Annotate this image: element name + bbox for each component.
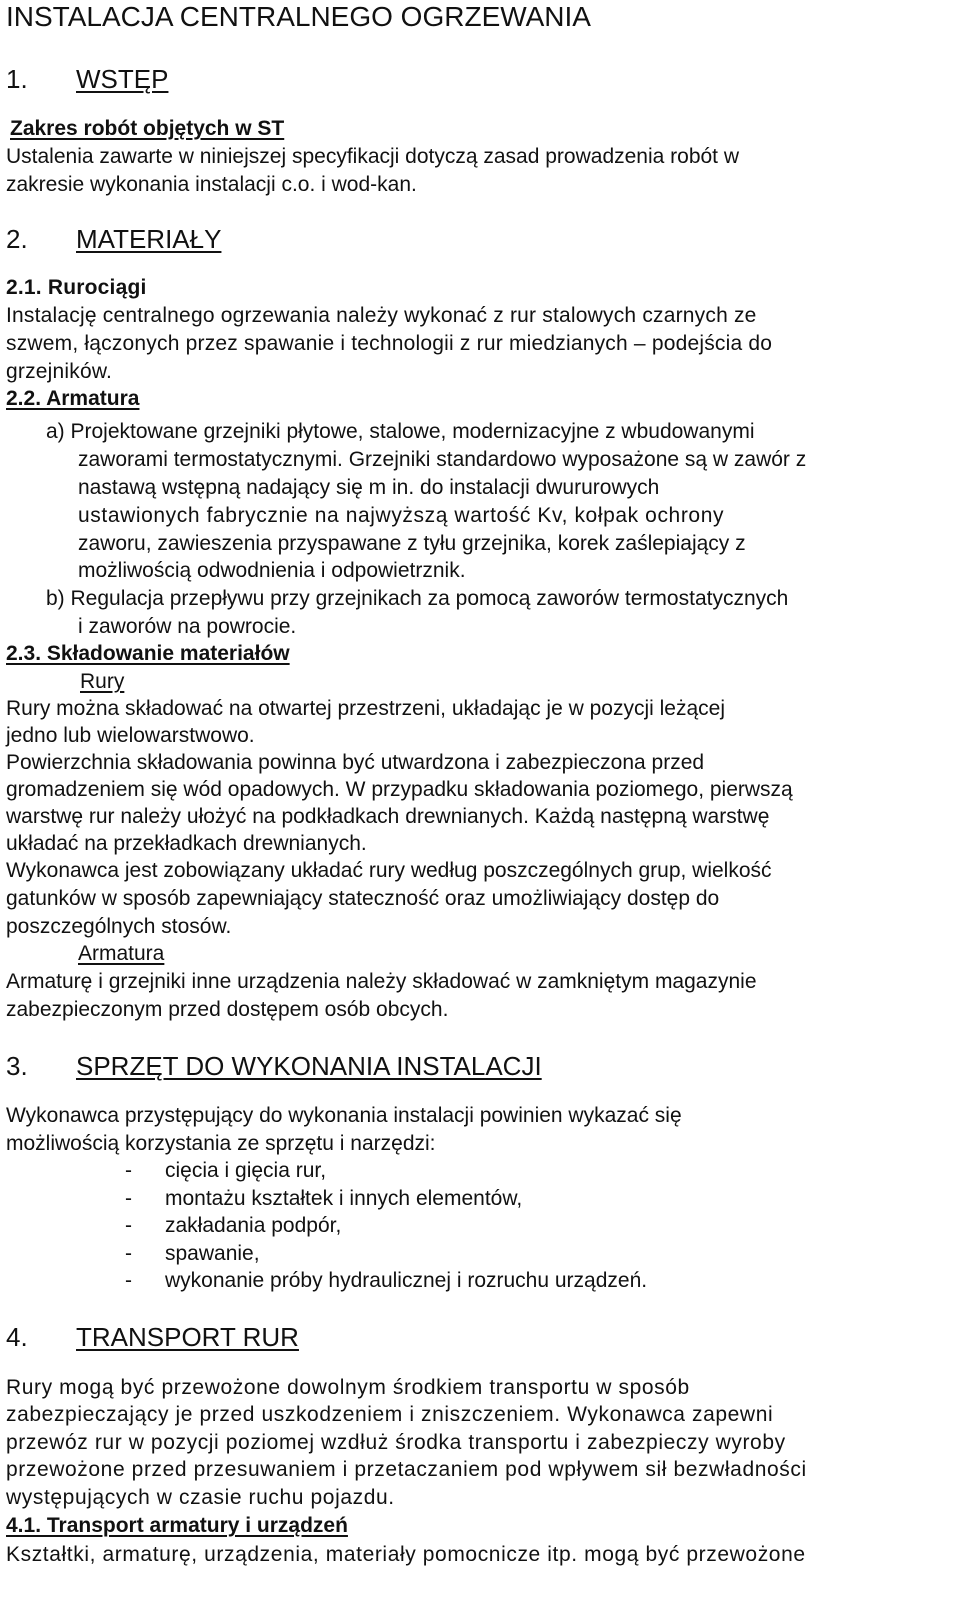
paragraph-line: warstwę rur należy ułożyć na podkładkach drewnianych. Każdą następną warstwę bbox=[6, 805, 770, 828]
list-item bbox=[0, 1188, 960, 1210]
section-title: TRANSPORT RUR bbox=[76, 1322, 299, 1352]
paragraph-line: występujących w czasie ruchu pojazdu. bbox=[6, 1486, 395, 1509]
bullet-dash: - bbox=[125, 1242, 132, 1265]
paragraph-line: Armaturę i grzejniki inne urządzenia należy składować w zamkniętym magazynie bbox=[6, 970, 757, 993]
section-number: 4. bbox=[6, 1322, 28, 1352]
paragraph-line: przewóz rur w pozycji poziomej wzdłuż środka transportu i zabezpieczy wyroby bbox=[6, 1431, 786, 1454]
paragraph-line: Wykonawca przystępujący do wykonania instalacji powinien wykazać się bbox=[6, 1104, 682, 1127]
list-item bbox=[0, 1243, 960, 1265]
section-number: 1. bbox=[6, 64, 28, 94]
zakres-heading: Zakres robót objętych w ST bbox=[10, 117, 285, 140]
section-3-heading bbox=[6, 1053, 542, 1079]
paragraph-line: Powierzchnia składowania powinna być utwardzona i zabezpieczona przed bbox=[6, 751, 705, 774]
list-item-b-line: b) Regulacja przepływu przy grzejnikach za pomocą zaworów termostatycznych bbox=[46, 587, 789, 610]
bullet-dash: - bbox=[125, 1159, 132, 1182]
paragraph-line: poszczególnych stosów. bbox=[6, 915, 232, 938]
list-item-a-line: nastawą wstępną nadający się m in. do instalacji dwururowych bbox=[78, 476, 660, 499]
list-item-a-line: a) Projektowane grzejniki płytowe, stalowe, modernizacyjne z wbudowanymi bbox=[46, 420, 755, 443]
list-item-text: cięcia i gięcia rur, bbox=[165, 1159, 327, 1182]
armatura-label: Armatura bbox=[78, 942, 165, 965]
paragraph-line: grzejników. bbox=[6, 360, 113, 383]
section-title: SPRZĘT DO WYKONANIA INSTALACJI bbox=[76, 1051, 542, 1081]
list-item-text: spawanie, bbox=[165, 1242, 260, 1265]
list-item-text: zakładania podpór, bbox=[165, 1214, 342, 1237]
section-title: WSTĘP bbox=[76, 64, 169, 94]
paragraph-line: układać na przekładkach drewnianych. bbox=[6, 832, 367, 855]
list-item-text: wykonanie próby hydraulicznej i rozruchu urządzeń. bbox=[165, 1269, 648, 1292]
paragraph-line: jedno lub wielowarstwowo. bbox=[6, 724, 255, 747]
section-2-heading bbox=[6, 226, 221, 252]
paragraph-line: szwem, łączonych przez spawanie i technologii z rur miedzianych – podejścia do bbox=[6, 332, 773, 355]
list-item bbox=[0, 1270, 960, 1292]
list-item bbox=[0, 1160, 960, 1182]
bullet-dash: - bbox=[125, 1269, 132, 1292]
bullet-dash: - bbox=[125, 1214, 132, 1237]
paragraph-line: możliwością korzystania ze sprzętu i narzędzi: bbox=[6, 1132, 436, 1155]
paragraph-line: gromadzeniem się wód opadowych. W przypadku składowania poziomego, pierwszą bbox=[6, 778, 793, 801]
bullet-dash: - bbox=[125, 1187, 132, 1210]
paragraph-line: zabezpieczający je przed uszkodzeniem i zniszczeniem. Wykonawca zapewni bbox=[6, 1403, 774, 1426]
subsection-2-2-heading: 2.2. Armatura bbox=[6, 387, 140, 410]
subsection-4-1-heading: 4.1. Transport armatury i urządzeń bbox=[6, 1514, 348, 1537]
section-4-heading bbox=[6, 1324, 299, 1350]
paragraph-line: Ustalenia zawarte w niniejszej specyfikacji dotyczą zasad prowadzenia robót w bbox=[6, 145, 740, 168]
paragraph-line: Wykonawca jest zobowiązany układać rury według poszczególnych grup, wielkość bbox=[6, 859, 772, 882]
section-1-heading bbox=[6, 66, 168, 92]
paragraph-line: Instalację centralnego ogrzewania należy wykonać z rur stalowych czarnych ze bbox=[6, 304, 757, 327]
list-item-a-line: zaworu, zawieszenia przyspawane z tyłu grzejnika, korek zaślepiający z bbox=[78, 532, 746, 555]
list-item-text: montażu kształtek i innych elementów, bbox=[165, 1187, 523, 1210]
rury-label: Rury bbox=[80, 670, 125, 693]
paragraph-line: Rury mogą być przewożone dowolnym środkiem transportu w sposób bbox=[6, 1376, 690, 1399]
section-title: MATERIAŁY bbox=[76, 224, 222, 254]
paragraph-line: Kształtki, armaturę, urządzenia, materiały pomocnicze itp. mogą być przewożone bbox=[6, 1543, 806, 1566]
list-item-a-line: ustawionych fabrycznie na najwyższą wartość Kv, kołpak ochrony bbox=[78, 504, 725, 527]
subsection-2-3-heading: 2.3. Składowanie materiałów bbox=[6, 642, 290, 665]
paragraph-line: zabezpieczonym przed dostępem osób obcych. bbox=[6, 998, 449, 1021]
list-item-a-line: możliwością odwodnienia i odpowietrznik. bbox=[78, 559, 466, 582]
subsection-2-1-heading: 2.1. Rurociągi bbox=[6, 276, 147, 299]
list-item bbox=[0, 1215, 960, 1237]
paragraph-line: przewożone przed przesuwaniem i przetaczaniem pod wpływem sił bezwładności bbox=[6, 1458, 807, 1481]
section-number: 2. bbox=[6, 224, 28, 254]
list-item-a-line: zaworami termostatycznymi. Grzejniki standardowo wyposażone są w zawór z bbox=[78, 448, 807, 471]
paragraph-line: Rury można składować na otwartej przestrzeni, układając je w pozycji leżącej bbox=[6, 697, 725, 720]
section-number: 3. bbox=[6, 1051, 28, 1081]
document-title: INSTALACJA CENTRALNEGO OGRZEWANIA bbox=[6, 1, 591, 32]
list-item-b-line: i zaworów na powrocie. bbox=[78, 615, 297, 638]
paragraph-line: zakresie wykonania instalacji c.o. i wod-kan. bbox=[6, 173, 417, 196]
paragraph-line: gatunków w sposób zapewniający stateczność oraz umożliwiający dostęp do bbox=[6, 887, 720, 910]
